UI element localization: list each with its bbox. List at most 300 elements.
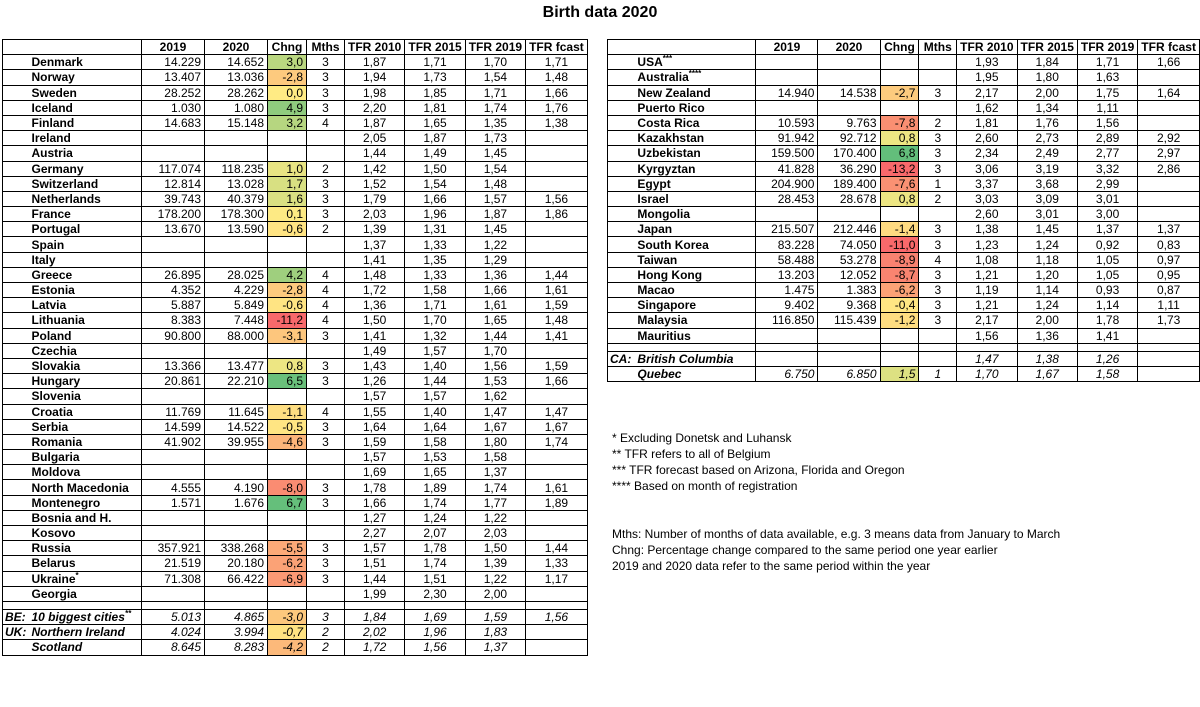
table-row [3, 100, 588, 115]
change-cell: -2,7 [880, 85, 919, 100]
tfr-forecast: 1,61 [526, 283, 588, 298]
change-cell: -6,2 [268, 556, 307, 571]
column-header: Chng [880, 40, 919, 55]
value-2020: 13.028 [205, 176, 268, 191]
tfr-2015: 2,00 [1017, 313, 1077, 328]
months-cell: 1 [919, 366, 957, 381]
tfr-2010: 1,70 [957, 366, 1017, 381]
months-cell [919, 70, 957, 85]
row-name [634, 267, 755, 282]
country-name: Scotland [31, 640, 83, 655]
table-row [608, 313, 1200, 328]
tfr-2010: 2,34 [957, 146, 1017, 161]
value-2019: 204.900 [756, 176, 818, 191]
tfr-forecast: 2,97 [1138, 146, 1200, 161]
tfr-2010: 2,17 [957, 313, 1017, 328]
definition: 2019 and 2020 data refer to the same period within the year [612, 559, 931, 573]
spacer-cell [29, 601, 142, 609]
table-row [3, 541, 588, 556]
tfr-2015: 3,09 [1017, 191, 1077, 206]
spacer-cell [1138, 343, 1200, 351]
value-2020: 1.383 [818, 283, 880, 298]
row-prefix [3, 640, 29, 655]
country-name: Taiwan [637, 252, 678, 267]
value-2019 [142, 131, 205, 146]
months-cell: 3 [919, 298, 957, 313]
value-2019: 39.743 [142, 191, 205, 206]
row-name [29, 495, 142, 510]
value-2019: 21.519 [142, 556, 205, 571]
page-title: Birth data 2020 [542, 4, 658, 21]
row-name [29, 222, 142, 237]
tfr-2015: 1,78 [405, 541, 465, 556]
tfr-2015: 1,67 [1017, 366, 1077, 381]
row-prefix [3, 571, 29, 586]
row-prefix [608, 131, 635, 146]
table-row [608, 283, 1200, 298]
tfr-2015: 1,36 [1017, 328, 1077, 343]
country-name: Montenegro [31, 495, 101, 510]
months-cell: 3 [307, 480, 345, 495]
months-cell: 4 [307, 267, 345, 282]
row-prefix [3, 222, 29, 237]
row-name [634, 252, 755, 267]
row-prefix [3, 115, 29, 130]
change-cell: -0,6 [268, 298, 307, 313]
row-prefix [3, 237, 29, 252]
country-name: Mongolia [637, 207, 691, 222]
row-prefix [608, 191, 635, 206]
table-row [608, 252, 1200, 267]
value-2019: 1.030 [142, 100, 205, 115]
row-prefix [3, 176, 29, 191]
table-row [608, 100, 1200, 115]
months-cell: 2 [307, 625, 345, 640]
country-name: Singapore [637, 298, 697, 313]
country-name: Slovenia [31, 389, 81, 404]
row-name [29, 146, 142, 161]
row-name [29, 267, 142, 282]
value-2020: 22.210 [205, 374, 268, 389]
change-cell: -3,1 [268, 328, 307, 343]
value-2019: 4.555 [142, 480, 205, 495]
row-prefix [3, 267, 29, 282]
spacer-cell [1077, 343, 1137, 351]
tfr-2015: 1,85 [405, 85, 465, 100]
tfr-2010: 1,59 [345, 434, 405, 449]
tfr-2015: 1,69 [405, 609, 465, 624]
tfr-2015: 1,24 [1017, 237, 1077, 252]
tfr-forecast: 1,41 [526, 328, 588, 343]
value-2020 [818, 55, 880, 70]
tfr-2015: 1,49 [405, 146, 465, 161]
change-cell: -1,2 [880, 313, 919, 328]
column-header: TFR 2010 [957, 40, 1017, 55]
column-header: Chng [268, 40, 307, 55]
spacer-cell [634, 343, 755, 351]
tfr-2019: 1,41 [1077, 328, 1137, 343]
country-name: 10 biggest cities [31, 610, 125, 625]
tfr-2010: 1,99 [345, 586, 405, 601]
tfr-forecast: 1,56 [526, 191, 588, 206]
country-name: Greece [31, 267, 73, 282]
birth-table-right [607, 39, 1200, 382]
row-name [29, 358, 142, 373]
country-name: Northern Ireland [31, 625, 125, 640]
tfr-forecast: 1,38 [526, 115, 588, 130]
value-2019: 83.228 [756, 237, 818, 252]
tfr-2010: 1,26 [345, 374, 405, 389]
tfr-forecast [526, 161, 588, 176]
tfr-forecast [1138, 100, 1200, 115]
tfr-forecast [526, 222, 588, 237]
tfr-forecast [1138, 366, 1200, 381]
value-2020 [205, 510, 268, 525]
tfr-forecast: 0,97 [1138, 252, 1200, 267]
change-cell: 1,6 [268, 191, 307, 206]
tfr-forecast: 1,73 [1138, 313, 1200, 328]
country-name: Malaysia [637, 313, 688, 328]
tfr-2019: 1,22 [465, 510, 525, 525]
tfr-forecast [1138, 191, 1200, 206]
row-name [29, 465, 142, 480]
tfr-2019: 2,77 [1077, 146, 1137, 161]
spacer-cell [405, 601, 465, 609]
row-prefix: UK: [3, 625, 29, 640]
tfr-forecast: 1,64 [1138, 85, 1200, 100]
country-name: Hong Kong [637, 267, 703, 282]
change-cell: -5,5 [268, 541, 307, 556]
tfr-2019: 1,53 [465, 374, 525, 389]
value-2019 [756, 328, 818, 343]
tfr-2010: 1,38 [957, 222, 1017, 237]
country-name: Lithuania [31, 313, 85, 328]
value-2019: 8.383 [142, 313, 205, 328]
row-name [634, 146, 755, 161]
tfr-2019: 1,36 [465, 267, 525, 282]
change-cell: -6,2 [880, 283, 919, 298]
row-name [29, 100, 142, 115]
row-name [29, 115, 142, 130]
months-cell: 3 [919, 313, 957, 328]
months-cell [307, 526, 345, 541]
tfr-forecast: 0,95 [1138, 267, 1200, 282]
table-row [3, 450, 588, 465]
value-2019: 14.940 [756, 85, 818, 100]
row-name [634, 131, 755, 146]
table-row [3, 207, 588, 222]
tfr-forecast: 1,44 [526, 267, 588, 282]
tfr-2019: 1,58 [1077, 366, 1137, 381]
months-cell: 3 [307, 191, 345, 206]
value-2019 [142, 586, 205, 601]
tfr-2015: 1,71 [405, 298, 465, 313]
row-prefix [608, 207, 635, 222]
value-2019: 14.683 [142, 115, 205, 130]
tfr-forecast [1138, 207, 1200, 222]
value-2020: 13.036 [205, 70, 268, 85]
value-2020: 4.865 [205, 609, 268, 624]
change-cell [880, 100, 919, 115]
tfr-2019: 1,58 [465, 450, 525, 465]
value-2019 [142, 252, 205, 267]
value-2020 [205, 237, 268, 252]
tfr-2010: 1,81 [957, 115, 1017, 130]
tfr-2019: 2,89 [1077, 131, 1137, 146]
tfr-2019: 1,56 [465, 358, 525, 373]
table-row [3, 313, 588, 328]
tfr-forecast: 2,86 [1138, 161, 1200, 176]
row-prefix [608, 222, 635, 237]
row-prefix [608, 267, 635, 282]
country-name: Kazakhstan [637, 131, 705, 146]
spacer-cell [205, 601, 268, 609]
table-row [608, 351, 1200, 366]
tfr-2019: 1,71 [465, 85, 525, 100]
table-row [608, 328, 1200, 343]
change-cell: -11,2 [268, 313, 307, 328]
tfr-2010: 3,37 [957, 176, 1017, 191]
header-blank [29, 40, 142, 55]
country-name: Bulgaria [31, 450, 80, 465]
tfr-2019: 1,35 [465, 115, 525, 130]
tfr-2015: 1,33 [405, 237, 465, 252]
change-cell [268, 465, 307, 480]
months-cell: 3 [307, 571, 345, 586]
row-prefix [3, 526, 29, 541]
tfr-forecast [526, 526, 588, 541]
change-cell: 6,7 [268, 495, 307, 510]
value-2019 [142, 510, 205, 525]
country-name: Iceland [31, 100, 73, 115]
value-2019: 9.402 [756, 298, 818, 313]
tfr-2010: 1,51 [345, 556, 405, 571]
tfr-forecast [526, 146, 588, 161]
row-name [634, 237, 755, 252]
row-prefix [3, 480, 29, 495]
table-row [3, 510, 588, 525]
tfr-2010: 1,42 [345, 161, 405, 176]
tfr-2015: 1,54 [405, 176, 465, 191]
table-row [3, 526, 588, 541]
tfr-forecast [526, 625, 588, 640]
change-cell: 6,8 [880, 146, 919, 161]
value-2019 [142, 389, 205, 404]
column-header: TFR 2015 [405, 40, 465, 55]
column-header: TFR 2010 [345, 40, 405, 55]
row-prefix [3, 313, 29, 328]
value-2020 [205, 146, 268, 161]
value-2020: 4.229 [205, 283, 268, 298]
table-row [3, 434, 588, 449]
row-prefix [3, 207, 29, 222]
change-cell [268, 450, 307, 465]
row-name [29, 526, 142, 541]
tfr-2015: 1,87 [405, 131, 465, 146]
tfr-2015: 1,76 [1017, 115, 1077, 130]
tfr-forecast [1138, 351, 1200, 366]
value-2019: 1.475 [756, 283, 818, 298]
country-name: Japan [637, 222, 673, 237]
tfr-forecast [526, 131, 588, 146]
tfr-forecast: 1,86 [526, 207, 588, 222]
tfr-2010: 1,49 [345, 343, 405, 358]
table-row [3, 465, 588, 480]
months-cell: 1 [919, 176, 957, 191]
row-name [29, 374, 142, 389]
row-name [634, 283, 755, 298]
tfr-forecast: 1,71 [526, 55, 588, 70]
spacer-cell [919, 343, 957, 351]
tfr-2015: 2,00 [1017, 85, 1077, 100]
tfr-2015: 1,80 [1017, 70, 1077, 85]
tfr-forecast: 1,56 [526, 609, 588, 624]
country-name: Kyrgyztan [637, 161, 696, 176]
tfr-2010: 1,47 [957, 351, 1017, 366]
tfr-2019: 1,05 [1077, 267, 1137, 282]
change-cell [268, 586, 307, 601]
tfr-forecast: 1,66 [1138, 55, 1200, 70]
value-2019: 357.921 [142, 541, 205, 556]
row-name [634, 176, 755, 191]
tfr-2019: 1,47 [465, 404, 525, 419]
row-prefix [3, 450, 29, 465]
months-cell: 3 [919, 283, 957, 298]
tfr-2010: 2,27 [345, 526, 405, 541]
value-2020: 74.050 [818, 237, 880, 252]
tfr-2019: 1,22 [465, 237, 525, 252]
table-row [3, 640, 588, 655]
tfr-forecast: 1,61 [526, 480, 588, 495]
tfr-2010: 1,21 [957, 267, 1017, 282]
tfr-2010: 1,44 [345, 146, 405, 161]
value-2020: 9.368 [818, 298, 880, 313]
tfr-2015: 1,34 [1017, 100, 1077, 115]
change-cell: -11,0 [880, 237, 919, 252]
tfr-forecast: 1,11 [1138, 298, 1200, 313]
row-name [29, 207, 142, 222]
months-cell [307, 510, 345, 525]
value-2019: 8.645 [142, 640, 205, 655]
tfr-2010: 1,69 [345, 465, 405, 480]
tfr-forecast: 1,33 [526, 556, 588, 571]
change-cell: 3,2 [268, 115, 307, 130]
tfr-2010: 1,57 [345, 541, 405, 556]
tfr-2019: 3,32 [1077, 161, 1137, 176]
tfr-2010: 1,98 [345, 85, 405, 100]
row-prefix [3, 70, 29, 85]
value-2020: 14.538 [818, 85, 880, 100]
table-row [3, 358, 588, 373]
value-2019 [756, 207, 818, 222]
spacer-cell [880, 343, 919, 351]
table-row [608, 55, 1200, 70]
row-name [634, 207, 755, 222]
value-2019 [142, 526, 205, 541]
row-prefix [3, 374, 29, 389]
country-name: Mauritius [637, 328, 691, 343]
tfr-forecast [526, 510, 588, 525]
country-name: Belarus [31, 556, 76, 571]
change-cell: 4,9 [268, 100, 307, 115]
country-name: Portugal [31, 222, 81, 237]
months-cell: 4 [919, 252, 957, 267]
change-cell: -7,6 [880, 176, 919, 191]
tfr-2019: 1,70 [465, 55, 525, 70]
tfr-2010: 1,41 [345, 328, 405, 343]
footnote-marker: *** [662, 54, 673, 64]
table-row [3, 343, 588, 358]
months-cell [919, 351, 957, 366]
tfr-forecast: 1,59 [526, 298, 588, 313]
value-2020: 12.052 [818, 267, 880, 282]
change-cell [268, 131, 307, 146]
change-cell: 4,2 [268, 267, 307, 282]
footnote-marker: **** [688, 69, 702, 79]
tfr-2010: 1,08 [957, 252, 1017, 267]
row-prefix [608, 70, 635, 85]
value-2020: 1.080 [205, 100, 268, 115]
country-name: Georgia [31, 586, 77, 601]
value-2019 [142, 146, 205, 161]
country-name: South Korea [637, 237, 709, 252]
tfr-2010: 1,48 [345, 267, 405, 282]
tfr-2015: 3,68 [1017, 176, 1077, 191]
change-cell: -2,8 [268, 283, 307, 298]
tfr-2010: 3,06 [957, 161, 1017, 176]
tfr-2015: 1,73 [405, 70, 465, 85]
months-cell: 4 [307, 298, 345, 313]
table-row [3, 419, 588, 434]
row-prefix [3, 252, 29, 267]
table-row [608, 267, 1200, 282]
tfr-2015: 1,44 [405, 374, 465, 389]
value-2020: 3.994 [205, 625, 268, 640]
value-2020: 20.180 [205, 556, 268, 571]
country-name: France [31, 207, 71, 222]
spacer-cell [3, 601, 29, 609]
country-name: Puerto Rico [637, 100, 705, 115]
value-2019: 116.850 [756, 313, 818, 328]
tfr-2019: 1,75 [1077, 85, 1137, 100]
row-name [29, 70, 142, 85]
table-row [608, 207, 1200, 222]
tfr-forecast: 1,66 [526, 374, 588, 389]
table-row [3, 298, 588, 313]
months-cell: 3 [919, 222, 957, 237]
tfr-2019: 2,00 [465, 586, 525, 601]
change-cell [880, 351, 919, 366]
country-name: Norway [31, 70, 75, 85]
months-cell: 3 [307, 328, 345, 343]
row-prefix [3, 100, 29, 115]
tfr-forecast: 0,83 [1138, 237, 1200, 252]
tfr-2015: 1,96 [405, 625, 465, 640]
months-cell [307, 343, 345, 358]
tfr-2010: 1,72 [345, 283, 405, 298]
change-cell: -13,2 [880, 161, 919, 176]
months-cell: 3 [919, 267, 957, 282]
footnote: * Excluding Donetsk and Luhansk [612, 431, 792, 445]
country-name: North Macedonia [31, 480, 129, 495]
table-row [3, 328, 588, 343]
value-2020: 8.283 [205, 640, 268, 655]
tfr-2019: 1,11 [1077, 100, 1137, 115]
table-row [3, 55, 588, 70]
value-2019: 5.887 [142, 298, 205, 313]
months-cell [307, 237, 345, 252]
row-name [634, 115, 755, 130]
